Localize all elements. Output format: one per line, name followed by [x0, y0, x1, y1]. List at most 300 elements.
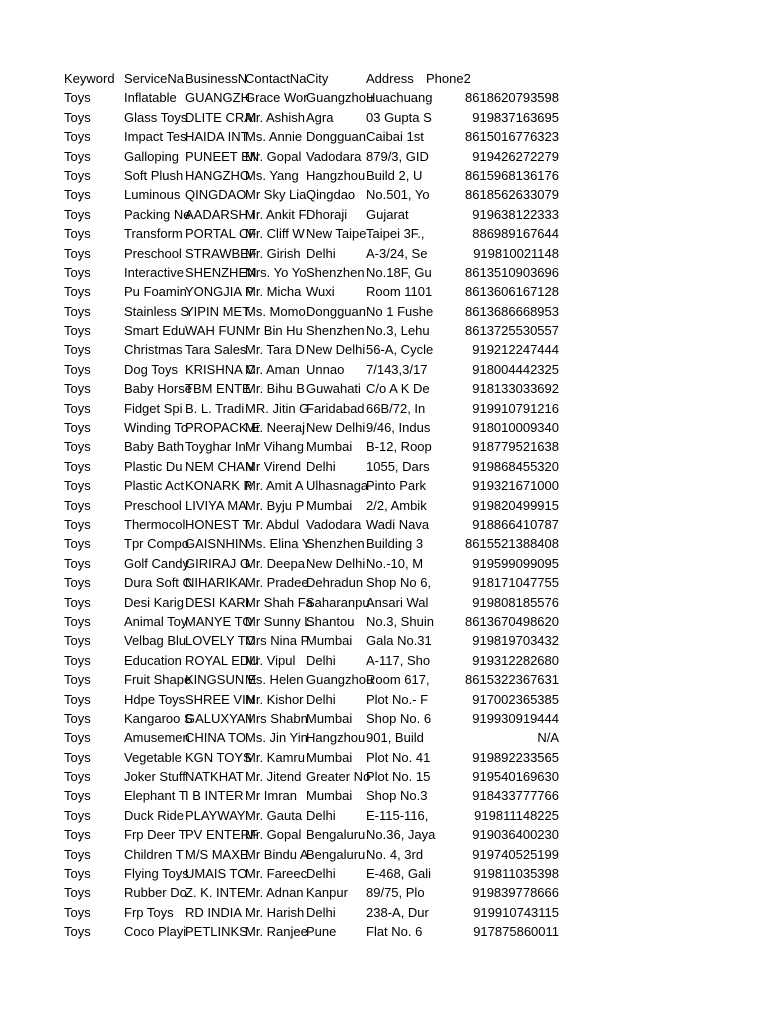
business-name-cell: PV ENTERF	[185, 827, 258, 843]
table-row	[64, 845, 768, 864]
city-cell: New Delhi	[306, 555, 366, 571]
table-row	[64, 399, 768, 418]
service-name-cell: Baby Horse	[124, 381, 192, 397]
contact-name-cell: Mrs. Yo Yo	[245, 264, 307, 280]
table-row	[64, 108, 768, 127]
city-cell: Dhoraji	[306, 206, 348, 222]
keyword-cell: Toys	[64, 303, 91, 319]
service-name-cell: Pu Foamin	[124, 284, 187, 300]
service-name-cell: Interactive	[124, 264, 184, 280]
city-cell: New Taipe	[306, 226, 367, 242]
contact-name-cell: Mr Vihang	[245, 439, 305, 455]
table-row	[64, 786, 768, 805]
business-name-cell: PROPACK E	[185, 420, 260, 436]
service-name-cell: Smart Edu	[124, 323, 186, 339]
service-name-cell: Duck Ride	[124, 807, 184, 823]
contact-name-cell: Mr. Gopal	[245, 827, 302, 843]
phone2-cell: 919819703432	[472, 633, 559, 649]
address-cell: No.3, Shuin	[366, 613, 434, 629]
phone2-cell: 919638122333	[472, 206, 559, 222]
service-name-cell: Christmas	[124, 342, 183, 358]
contact-name-cell: Mr. Fareec	[245, 866, 308, 882]
service-name-cell: Frp Toys	[124, 904, 174, 920]
table-row	[64, 631, 768, 650]
service-name-cell: Baby Bath	[124, 439, 184, 455]
table-row	[64, 612, 768, 631]
city-cell: Mumbai	[306, 497, 353, 513]
business-name-cell: GAISNHIN	[185, 536, 248, 552]
table-row	[64, 690, 768, 709]
phone2-cell: 918433777766	[472, 788, 559, 804]
service-name-cell: Dog Toys	[124, 361, 178, 377]
business-name-cell: GIRIRAJ G	[185, 555, 251, 571]
business-name-cell: NATKHAT	[185, 769, 244, 785]
city-cell: Vadodara	[306, 516, 362, 532]
service-name-cell: Fidget Spi	[124, 400, 183, 416]
phone2-cell: 918866410787	[472, 516, 559, 532]
city-cell: Delhi	[306, 245, 336, 261]
business-name-cell: GALUXYA I	[185, 710, 252, 726]
address-cell: Shop No. 6	[366, 710, 432, 726]
contact-name-cell: Mr. Vipul	[245, 652, 296, 668]
service-name-cell: Velbag Blu	[124, 633, 187, 649]
phone2-cell: 8615968136176	[465, 167, 559, 183]
contact-name-cell: Mr. Neeraj	[245, 420, 305, 436]
keyword-cell: Toys	[64, 555, 91, 571]
city-cell: Shenzhen	[306, 323, 365, 339]
phone2-cell: 8613670498620	[465, 613, 559, 629]
header-phone2: Phone2	[426, 71, 471, 86]
address-cell: A-117, Sho	[366, 652, 431, 668]
contact-name-cell: Mr. Tara D	[245, 342, 305, 358]
business-name-cell: ROYAL EDU	[185, 652, 259, 668]
table-row	[64, 554, 768, 573]
address-cell: No 1 Fushe	[366, 303, 434, 319]
contact-name-cell: Mr. Girish	[245, 245, 301, 261]
business-name-cell: YIPIN MET	[185, 303, 251, 319]
city-cell: Delhi	[306, 807, 336, 823]
city-cell: Pune	[306, 924, 337, 940]
business-name-cell: B. L. Tradi	[185, 400, 245, 416]
header-row	[64, 69, 768, 88]
address-cell: 2/2, Ambik	[366, 497, 427, 513]
contact-name-cell: Mrs Nina P	[245, 633, 310, 649]
contact-name-cell: Mrs Shabn	[245, 710, 308, 726]
city-cell: Shantou	[306, 613, 355, 629]
contact-name-cell: Mr. Abdul	[245, 516, 300, 532]
business-name-cell: YONGJIA P	[185, 284, 254, 300]
service-name-cell: Fruit Shape	[124, 672, 192, 688]
keyword-cell: Toys	[64, 129, 91, 145]
keyword-cell: Toys	[64, 226, 91, 242]
city-cell: Mumbai	[306, 633, 353, 649]
service-name-cell: Education	[124, 652, 182, 668]
service-name-cell: Flying Toys	[124, 866, 189, 882]
table-row	[64, 321, 768, 340]
city-cell: Ulhasnaga	[306, 478, 369, 494]
table-row	[64, 476, 768, 495]
table-row	[64, 806, 768, 825]
phone2-cell: 8613606167128	[465, 284, 559, 300]
city-cell: Faridabad	[306, 400, 365, 416]
phone2-cell: 919811035398	[473, 866, 559, 882]
service-name-cell: Glass Toys	[124, 109, 188, 125]
keyword-cell: Toys	[64, 167, 91, 183]
city-cell: New Delhi	[306, 420, 366, 436]
header-contact-name: ContactNa	[245, 71, 307, 86]
contact-name-cell: Mr. Harish	[245, 904, 305, 920]
table-row	[64, 340, 768, 359]
business-name-cell: TBM ENTE	[185, 381, 251, 397]
table-row	[64, 728, 768, 747]
keyword-cell: Toys	[64, 90, 91, 106]
address-cell: No. 4, 3rd	[366, 846, 424, 862]
header-service-name: ServiceNa	[124, 71, 184, 86]
business-name-cell: LOVELY TO	[185, 633, 256, 649]
keyword-cell: Toys	[64, 749, 91, 765]
address-cell: B-12, Roop	[366, 439, 432, 455]
keyword-cell: Toys	[64, 807, 91, 823]
service-name-cell: Impact Tes	[124, 129, 187, 145]
table-row	[64, 263, 768, 282]
city-cell: Greater No	[306, 769, 371, 785]
contact-name-cell: Mr Shah Fa	[245, 594, 313, 610]
business-name-cell: MANYE TO	[185, 613, 253, 629]
address-cell: Taipei 3F.,	[366, 226, 425, 242]
phone2-cell: 8615521388408	[465, 536, 559, 552]
contact-name-cell: Ms. Annie	[245, 129, 303, 145]
service-name-cell: Plastic Act	[124, 478, 184, 494]
city-cell: Shenzhen	[306, 264, 365, 280]
keyword-cell: Toys	[64, 148, 91, 164]
business-name-cell: I B INTER	[185, 788, 244, 804]
address-cell: E-468, Gali	[366, 866, 432, 882]
keyword-cell: Toys	[64, 187, 91, 203]
table-row	[64, 360, 768, 379]
business-name-cell: DLITE CRAI	[185, 109, 257, 125]
address-cell: Caibai 1st	[366, 129, 424, 145]
service-name-cell: Preschool	[124, 497, 182, 513]
business-name-cell: HONEST T	[185, 516, 251, 532]
table-row	[64, 651, 768, 670]
phone2-cell: 886989167644	[472, 226, 559, 242]
phone2-cell: 919599099095	[472, 555, 559, 571]
phone2-cell: 8613510903696	[465, 264, 559, 280]
service-name-cell: Soft Plush	[124, 167, 184, 183]
city-cell: Bengaluru	[306, 827, 366, 843]
phone2-cell: 919808185576	[472, 594, 559, 610]
keyword-cell: Toys	[64, 788, 91, 804]
keyword-cell: Toys	[64, 497, 91, 513]
phone2-cell: 8613686668953	[465, 303, 559, 319]
city-cell: Bengaluru	[306, 846, 366, 862]
keyword-cell: Toys	[64, 613, 91, 629]
table-row	[64, 573, 768, 592]
address-cell: 89/75, Plo	[366, 885, 425, 901]
table-row	[64, 709, 768, 728]
contact-name-cell: Mr Bin Hu	[245, 323, 303, 339]
address-cell: 879/3, GID	[366, 148, 429, 164]
table-row	[64, 147, 768, 166]
table-row	[64, 534, 768, 553]
address-cell: Plot No.- F	[366, 691, 429, 707]
keyword-cell: Toys	[64, 516, 91, 532]
phone2-cell: 919839778666	[472, 885, 559, 901]
contact-name-cell: Mr. Ranjee	[245, 924, 308, 940]
phone2-cell: 8613725530557	[465, 323, 559, 339]
contact-name-cell: Mr. Amit A	[245, 478, 304, 494]
service-name-cell: Animal Toy	[124, 613, 188, 629]
city-cell: Delhi	[306, 458, 336, 474]
keyword-cell: Toys	[64, 206, 91, 222]
contact-name-cell: Mr. Ankit F	[245, 206, 307, 222]
city-cell: New Delhi	[306, 342, 366, 358]
contact-name-cell: Mr. Aman	[245, 361, 300, 377]
address-cell: Shop No 6,	[366, 575, 432, 591]
contact-name-cell: Mr. Deepa	[245, 555, 305, 571]
phone2-cell: 918171047755	[472, 575, 559, 591]
business-name-cell: HANGZHO	[185, 167, 250, 183]
city-cell: Hangzhou	[306, 167, 366, 183]
city-cell: Mumbai	[306, 439, 353, 455]
city-cell: Guwahati	[306, 381, 361, 397]
phone2-cell: 8618620793598	[465, 90, 559, 106]
phone2-cell: 919837163695	[472, 109, 559, 125]
contact-name-cell: Mr Imran	[245, 788, 297, 804]
header-city: City	[306, 71, 329, 86]
table-row	[64, 418, 768, 437]
keyword-cell: Toys	[64, 264, 91, 280]
service-name-cell: Golf Candy	[124, 555, 190, 571]
service-name-cell: Desi Karig	[124, 594, 184, 610]
keyword-cell: Toys	[64, 710, 91, 726]
table-row	[64, 496, 768, 515]
business-name-cell: SHREE VIN	[185, 691, 256, 707]
business-name-cell: SHENZHEN	[185, 264, 257, 280]
phone2-cell: 919868455320	[472, 458, 559, 474]
business-name-cell: CHINA TO	[185, 730, 246, 746]
table-row	[64, 825, 768, 844]
header-keyword: Keyword	[64, 71, 115, 86]
table-row	[64, 166, 768, 185]
city-cell: Delhi	[306, 652, 336, 668]
contact-name-cell: Ms. Yang	[245, 167, 299, 183]
spreadsheet	[64, 69, 768, 942]
address-cell: 03 Gupta S	[366, 109, 432, 125]
table-row	[64, 864, 768, 883]
business-name-cell: KINGSUN E	[185, 672, 257, 688]
contact-name-cell: Mr. Bihu B	[245, 381, 305, 397]
address-cell: Huachuang	[366, 90, 433, 106]
keyword-cell: Toys	[64, 575, 91, 591]
city-cell: Dehradun	[306, 575, 364, 591]
phone2-cell: 919930919444	[472, 710, 559, 726]
table-row	[64, 457, 768, 476]
service-name-cell: Winding To	[124, 420, 189, 436]
table-row	[64, 748, 768, 767]
phone2-cell: 919910743115	[473, 904, 559, 920]
phone2-cell: 919540169630	[472, 769, 559, 785]
address-cell: 1055, Dars	[366, 458, 430, 474]
keyword-cell: Toys	[64, 478, 91, 494]
business-name-cell: PETLINKS	[185, 924, 248, 940]
phone2-cell: 919811148225	[474, 807, 559, 823]
business-name-cell: STRAWBEF	[185, 245, 257, 261]
business-name-cell: UMAIS TO	[185, 866, 248, 882]
address-cell: No.36, Jaya	[366, 827, 436, 843]
table-row	[64, 922, 768, 941]
keyword-cell: Toys	[64, 381, 91, 397]
business-name-cell: PUNEET EN	[185, 148, 260, 164]
address-cell: 238-A, Dur	[366, 904, 429, 920]
keyword-cell: Toys	[64, 284, 91, 300]
table-row	[64, 88, 768, 107]
phone2-cell: 919892233565	[472, 749, 559, 765]
keyword-cell: Toys	[64, 361, 91, 377]
address-cell: Gala No.31	[366, 633, 432, 649]
service-name-cell: Inflatable	[124, 90, 177, 106]
phone2-cell: 919810021148	[473, 245, 559, 261]
address-cell: C/o A K De	[366, 381, 430, 397]
business-name-cell: Tara Sales	[185, 342, 247, 358]
city-cell: Guangzhou	[306, 90, 374, 106]
phone2-cell: 918004442325	[472, 361, 559, 377]
service-name-cell: Amusemen	[124, 730, 190, 746]
service-name-cell: Frp Deer T	[124, 827, 187, 843]
address-cell: 901, Build	[366, 730, 424, 746]
table-row	[64, 379, 768, 398]
address-cell: Ansari Wal	[366, 594, 429, 610]
phone2-cell: 918133033692	[472, 381, 559, 397]
address-cell: Plot No. 15	[366, 769, 431, 785]
business-name-cell: PORTAL CF	[185, 226, 257, 242]
table-row	[64, 903, 768, 922]
contact-name-cell: Mr. Pradee	[245, 575, 309, 591]
contact-name-cell: Ms. Jin Yin	[245, 730, 308, 746]
phone2-cell: 8615016776323	[465, 129, 559, 145]
city-cell: Mumbai	[306, 710, 353, 726]
address-cell: No.18F, Gu	[366, 264, 432, 280]
service-name-cell: Preschool	[124, 245, 182, 261]
city-cell: Mumbai	[306, 749, 353, 765]
city-cell: Kanpur	[306, 885, 348, 901]
address-cell: 66B/72, In	[366, 400, 426, 416]
keyword-cell: Toys	[64, 652, 91, 668]
service-name-cell: Rubber Do	[124, 885, 187, 901]
city-cell: Delhi	[306, 691, 336, 707]
address-cell: 7/143,3/17	[366, 361, 428, 377]
keyword-cell: Toys	[64, 769, 91, 785]
table-row	[64, 185, 768, 204]
service-name-cell: Transform	[124, 226, 183, 242]
phone2-cell: 8618562633079	[465, 187, 559, 203]
contact-name-cell: Mr Sky Lia	[245, 187, 307, 203]
address-cell: No.3, Lehu	[366, 323, 430, 339]
service-name-cell: Dura Soft C	[124, 575, 192, 591]
business-name-cell: Toyghar In	[185, 439, 246, 455]
address-cell: Room 1101	[366, 284, 433, 300]
address-cell: 9/46, Indus	[366, 420, 431, 436]
business-name-cell: M/S MAXE	[185, 846, 249, 862]
table-row	[64, 670, 768, 689]
contact-name-cell: Ms. Helen	[245, 672, 304, 688]
business-name-cell: NIHARIKA	[185, 575, 247, 591]
table-body	[64, 88, 768, 941]
business-name-cell: NEM CHAN	[185, 458, 255, 474]
business-name-cell: KONARK P	[185, 478, 253, 494]
service-name-cell: Luminous	[124, 187, 181, 203]
contact-name-cell: Mr Virend	[245, 458, 302, 474]
table-row	[64, 593, 768, 612]
keyword-cell: Toys	[64, 672, 91, 688]
keyword-cell: Toys	[64, 109, 91, 125]
address-cell: Plot No. 41	[366, 749, 431, 765]
city-cell: Agra	[306, 109, 334, 125]
contact-name-cell: MR. Jitin G	[245, 400, 310, 416]
contact-name-cell: Mr. Gauta	[245, 807, 303, 823]
service-name-cell: Galloping	[124, 148, 179, 164]
contact-name-cell: Mr. Gopal	[245, 148, 302, 164]
keyword-cell: Toys	[64, 924, 91, 940]
table-row	[64, 205, 768, 224]
keyword-cell: Toys	[64, 420, 91, 436]
service-name-cell: Tpr Compo	[124, 536, 190, 552]
business-name-cell: DESI KARI	[185, 594, 250, 610]
city-cell: Guangzhou	[306, 672, 374, 688]
table-row	[64, 244, 768, 263]
city-cell: Dongguan	[306, 129, 366, 145]
address-cell: 56-A, Cycle	[366, 342, 434, 358]
service-name-cell: Hdpe Toys	[124, 691, 186, 707]
contact-name-cell: Mr. Adnan	[245, 885, 304, 901]
city-cell: Dongguan	[306, 303, 366, 319]
city-cell: Wuxi	[306, 284, 335, 300]
business-name-cell: PLAYWAY	[185, 807, 246, 823]
keyword-cell: Toys	[64, 904, 91, 920]
table-row	[64, 883, 768, 902]
contact-name-cell: Mr Bindu A	[245, 846, 309, 862]
contact-name-cell: Ms. Elina Y	[245, 536, 311, 552]
keyword-cell: Toys	[64, 885, 91, 901]
phone2-cell: 917002365385	[472, 691, 559, 707]
business-name-cell: KRISHNA C	[185, 361, 256, 377]
contact-name-cell: Mr. Kamru	[245, 749, 305, 765]
contact-name-cell: Mr. Ashish	[245, 109, 305, 125]
service-name-cell: Elephant T	[124, 788, 187, 804]
contact-name-cell: Mr Sunny L	[245, 613, 312, 629]
service-name-cell: Vegetable	[124, 749, 182, 765]
address-cell: A-3/24, Se	[366, 245, 428, 261]
table-row	[64, 767, 768, 786]
keyword-cell: Toys	[64, 730, 91, 746]
city-cell: Shenzhen	[306, 536, 365, 552]
keyword-cell: Toys	[64, 342, 91, 358]
phone2-cell: 919426272279	[472, 148, 559, 164]
service-name-cell: Joker Stuff	[124, 769, 186, 785]
keyword-cell: Toys	[64, 846, 91, 862]
table-row	[64, 127, 768, 146]
address-cell: Flat No. 6	[366, 924, 423, 940]
contact-name-cell: Ms. Momo	[245, 303, 306, 319]
business-name-cell: LIVIYA MA	[185, 497, 247, 513]
table-row	[64, 302, 768, 321]
phone2-cell: 8615322367631	[465, 672, 559, 688]
city-cell: Saharanpu	[306, 594, 370, 610]
keyword-cell: Toys	[64, 827, 91, 843]
keyword-cell: Toys	[64, 400, 91, 416]
business-name-cell: HAIDA INT	[185, 129, 249, 145]
phone2-cell: 919036400230	[472, 827, 559, 843]
